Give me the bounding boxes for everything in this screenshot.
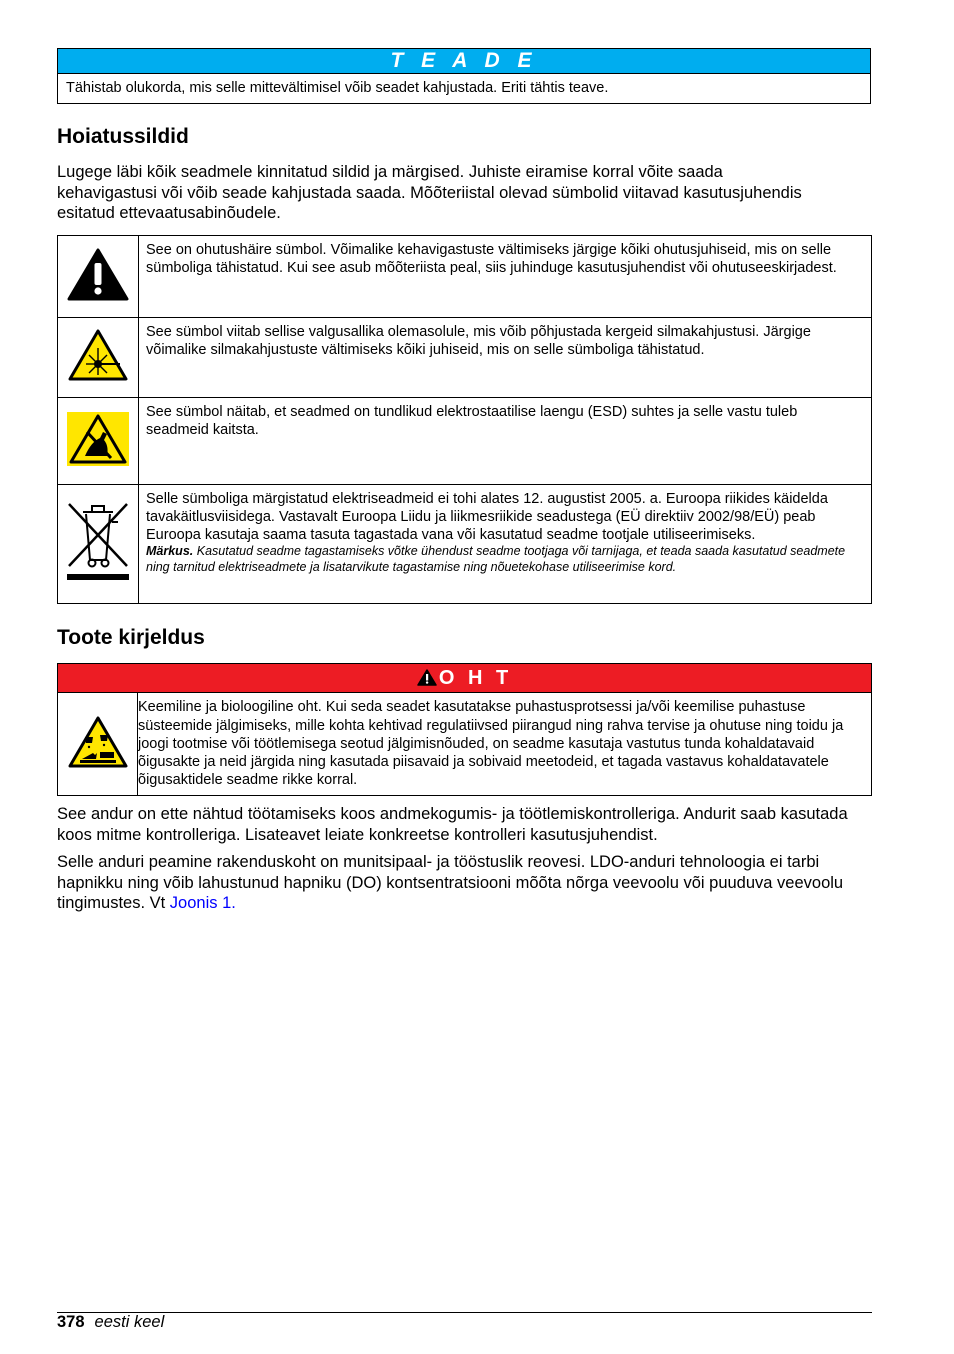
symbol-row — [58, 318, 872, 398]
section-heading-labels: Hoiatussildid — [57, 125, 189, 148]
corrosive-hazard-icon — [67, 715, 129, 769]
danger-title: O H T — [438, 667, 513, 689]
symbol-icon-cell — [58, 398, 139, 485]
symbol-row — [58, 485, 872, 604]
notice-text: Tähistab olukorda, mis selle mittevältimisel võib seadet kahjustada. Eriti tähtis teave. — [66, 80, 609, 96]
symbols-table — [57, 235, 872, 604]
symbol-text: See sümbol näitab, et seadmed on tundlikud elektrostaatilise laengu (ESD) suhtes ja selle vastu tuleb seadmeid kaitsta. — [139, 398, 872, 485]
symbol-text: Selle sümboliga märgistatud elektriseadmeid ei tohi alates 12. augustist 2005. a. Euroopa riikides käidelda tavakäitlusviisidega. Vastavalt Euroopa Liidu ja liikmesriikide seadustega (EÜ direktiiv 2002/98/EÜ) peab Euroopa kasutaja saama tasuta tagastada vana või kasutatud seadme tootjale utiliseerimiseks. — [146, 491, 828, 543]
section-heading-product: Toote kirjeldus — [57, 626, 205, 649]
figure-link[interactable]: Joonis 1 — [169, 894, 232, 912]
symbol-row — [58, 398, 872, 485]
note-label: Märkus. — [146, 544, 194, 558]
danger-box — [57, 663, 872, 796]
paragraph-2-text: Selle anduri peamine rakenduskoht on munitsipaal- ja tööstuslik reovesi. LDO-anduri tehnoloogia ei tarbi hapnikku ning võib lahustunud hapniku (DO) kontsentratsiooni mõõta nõrga veevoolu või puuduva veevoolu tingimustes. Vt — [57, 853, 844, 912]
paragraph-2-end: . — [231, 894, 236, 912]
symbol-icon-cell — [58, 318, 139, 398]
notice-box — [57, 48, 871, 104]
footer-language: eesti keel — [94, 1313, 165, 1331]
symbol-icon-cell — [58, 485, 139, 604]
page-footer — [57, 1312, 164, 1332]
labels-intro: Lugege läbi kõik seadmele kinnitatud sildid ja märgised. Juhiste eiramise korral võite saada kehavigastusi või võib seade kahjustada saada. Mõõteriistal olevad sümbolid viitavad kasutusjuhendis esitatud ettevaatusabinõudele. — [57, 163, 802, 222]
notice-title: T E A D E — [58, 49, 870, 74]
general-warning-icon — [67, 247, 129, 301]
symbol-text: See on ohutushäire sümbol. Võimalike kehavigastuste vältimiseks järgige kõiki ohutusjuhiseid, mis on selle sümboliga tähistatud. Kui see asub mõõteriista peal, siis juhinduge kasutusjuhendist või ohutuseeskirjadest. — [139, 236, 872, 318]
danger-text: Keemiline ja bioloogiline oht. Kui seda seadet kasutatakse puhastusprotsessi ja/või keemilise puhastuse süsteemide jälgimiseks, mille kohta kehtivad regulatiivsed piirangud ning rahva tervise ja ohutuse ning toidu ja joogi tootmise või töötlemisega seotud jälgimisnõuded, on seadme kasutaja vastutus tunda kohaldatavaid õigusakte ja neid järgida ning kasutada piisavaid ja sobivaid meetodeid, et tagada vastavus kohaldatavatele õigusaktidele seadme rikke korral. — [138, 693, 872, 796]
weee-crossed-bin-icon — [65, 500, 131, 584]
page-number: 378 — [57, 1313, 85, 1331]
danger-icon-cell — [58, 693, 138, 796]
weee-note — [146, 544, 863, 575]
laser-warning-icon — [68, 329, 128, 381]
footer-rule — [57, 1312, 872, 1313]
symbol-row — [58, 236, 872, 318]
esd-warning-icon — [67, 412, 129, 466]
paragraph-2 — [57, 852, 862, 914]
danger-warning-icon — [417, 669, 437, 686]
paragraph-1: See andur on ette nähtud töötamiseks koos andmekogumis- ja töötlemiskontrolleriga. Andurit saab kasutada koos mitme kontrolleriga. Lisateavet leiate konkreetse kontrolleri kasutusjuhendist. — [57, 805, 848, 844]
symbol-icon-cell — [58, 236, 139, 318]
symbol-text: See sümbol viitab sellise valgusallika olemasolule, mis võib põhjustada kergeid silmakahjustusi. Järgige võimalike silmakahjustuste vältimiseks kõiki juhiseid, mis on selle sümboliga tähistatud. — [139, 318, 872, 398]
symbol-text-cell — [139, 485, 872, 604]
note-text: Kasutatud seadme tagastamiseks võtke ühendust seadme tootjaga või tarnijaga, et teada saada kasutatud seadmete ning tarnitud elektriseadmete ja lisatarvikute tagastamise ning nõuetekohase utiliseerimise kord. — [146, 544, 846, 574]
danger-header — [58, 664, 872, 693]
